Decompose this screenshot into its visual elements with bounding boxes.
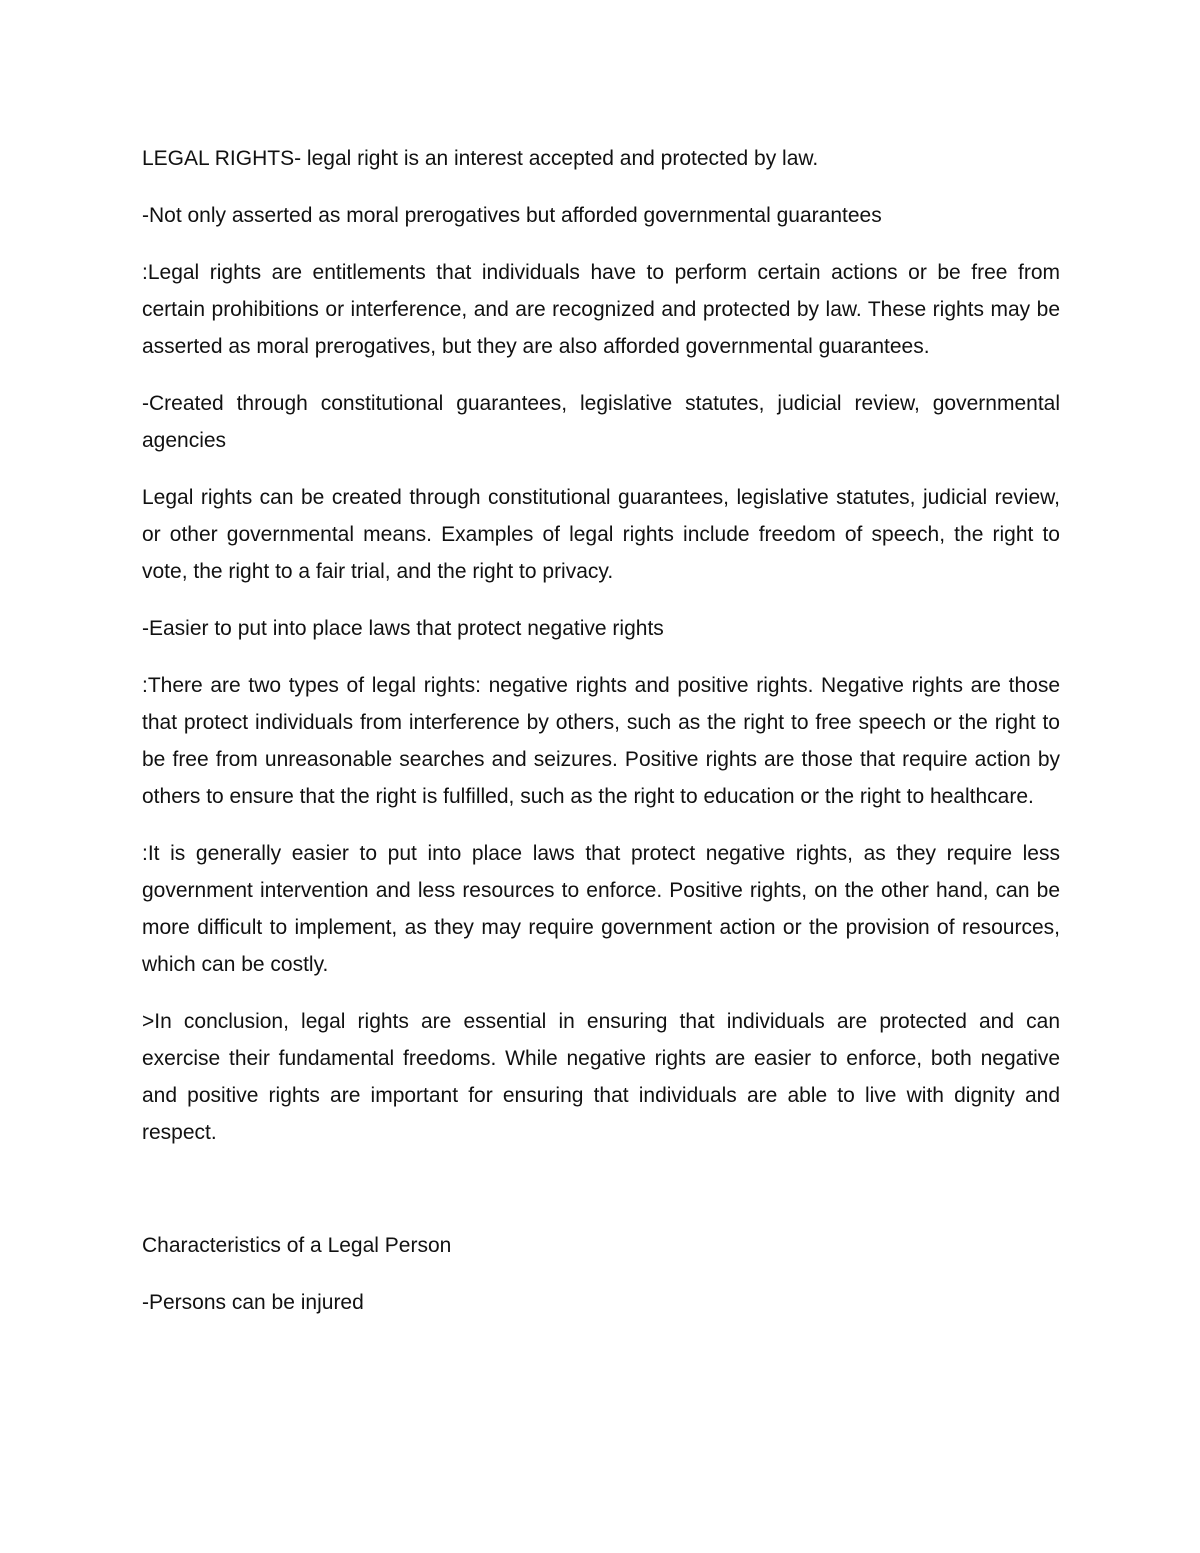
paragraph-creation-examples: Legal rights can be created through constitutional guarantees, legislative statutes, judicial review, or other governmental means. Examples of legal rights include freedom of speech, the right to vote, the right to a fair trial, and the right to privacy. — [142, 486, 1060, 583]
paragraph-entitlements: :Legal rights are entitlements that individuals have to perform certain actions or be free from certain prohibitions or interference, and are recognized and protected by law. These rights may be asserted as moral prerogatives, but they are also afforded governmental guarantees. — [142, 261, 1060, 358]
heading-legal-person: Characteristics of a Legal Person — [142, 1234, 452, 1257]
paragraph-bullet-moral-prerogatives: -Not only asserted as moral prerogatives but afforded governmental guarantees — [142, 204, 882, 227]
paragraph-bullet-created-through: -Created through constitutional guarantees, legislative statutes, judicial review, governmental agencies — [142, 392, 1060, 452]
paragraph-easier-negative: :It is generally easier to put into place laws that protect negative rights, as they require less government intervention and less resources to enforce. Positive rights, on the other hand, can be more difficult to implement, as they may require government action or the provision of resources, which can be costly. — [142, 842, 1060, 976]
paragraph-legal-rights-definition: LEGAL RIGHTS- legal right is an interest accepted and protected by law. — [142, 147, 819, 170]
paragraph-two-types: :There are two types of legal rights: negative rights and positive rights. Negative rights are those that protect individuals from interference by others, such as the right to free speech or the right to be free from unreasonable searches and seizures. Positive rights are those that require action by others to ensure that the right is fulfilled, such as the right to education or the right to healthcare. — [142, 674, 1060, 808]
paragraph-bullet-negative-rights: -Easier to put into place laws that protect negative rights — [142, 617, 664, 640]
paragraph-bullet-persons-injured: -Persons can be injured — [142, 1291, 364, 1314]
paragraph-conclusion: >In conclusion, legal rights are essential in ensuring that individuals are protected and can exercise their fundamental freedoms. While negative rights are easier to enforce, both negative and positive rights are important for ensuring that individuals are able to live with dignity and respect. — [142, 1010, 1060, 1144]
document-page — [142, 140, 1060, 1341]
